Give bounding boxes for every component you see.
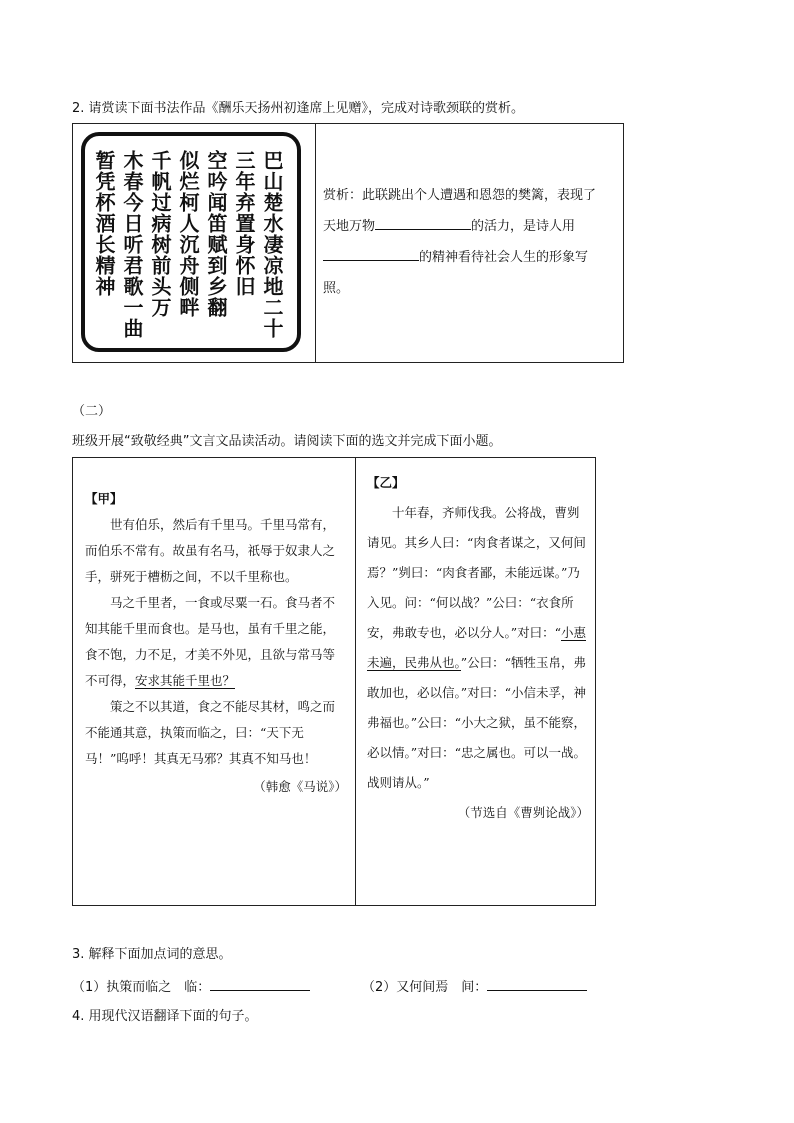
appreciation-part-1: 此联跳出个人遭遇和恩怨的樊篱，表现了天地万物 (323, 188, 597, 234)
table-divider (355, 458, 356, 905)
passage-jia-source: （韩愈《马说》） (253, 779, 347, 794)
section-intro: 班级开展“致敬经典”文言文品读活动。请阅读下面的选文并完成下面小题。 (72, 434, 502, 449)
calligraphy-column: 似烂柯人沉舟侧畔 (176, 150, 200, 318)
answer-blank-jian[interactable] (487, 976, 587, 991)
calligraphy-column: 三年弃置身怀旧 (232, 150, 256, 297)
section-heading: （二） (72, 404, 112, 419)
question-3-item-1 (72, 976, 310, 997)
calligraphy-column: 暂凭杯酒长精神 (92, 150, 116, 297)
calligraphy-table (72, 123, 624, 363)
answer-blank-lin[interactable] (210, 976, 310, 991)
passage-yi-paragraph (367, 498, 589, 798)
calligraphy-column: 木春今日听君歌一曲 (120, 150, 144, 339)
question-4-prompt: 4. 用现代汉语翻译下面的句子。 (72, 1009, 258, 1024)
appreciation-label: 赏析： (323, 188, 363, 203)
answer-blank-2[interactable] (323, 246, 419, 261)
paragraph-text: 马之千里者，一食或尽粟一石。食马者不知其能千里而食也。是马也，虽有千里之能，食不饱，力不足，才美不外见，且欲与常马等不可得， (85, 595, 336, 688)
calligraphy-artwork (81, 132, 301, 352)
passage-jia-paragraph-2 (85, 590, 347, 694)
underlined-sentence: 小惠未遍，民弗从也。 (367, 625, 587, 670)
passage-jia-paragraph-3: 策之不以其道，食之不能尽其材，鸣之而不能通其意，执策而临之，曰：“天下无马！”呜呼！其真无马邪？其真不知马也！ (85, 699, 336, 766)
table-divider (315, 124, 316, 362)
question-3-prompt: 3. 解释下面加点词的意思。 (72, 947, 232, 962)
paragraph-text: 十年春，齐师伐我。公将战，曹刿请见。其乡人曰：“肉食者谋之，又何间焉？”刿曰：“肉食者鄙，未能远谋。”乃入见。问：“何以战？”公曰：“衣食所安，弗敢专也，必以分人。”对曰：“ (367, 505, 586, 640)
paragraph-text: ”公曰：“牺牲玉帛，弗敢加也，必以信。”对曰：“小信未孚，神弗福也。”公曰：“小大之狱，虽不能察，必以情。”对曰：“忠之属也。可以一战。战则请从。” (367, 655, 587, 790)
appreciation-part-2: 的活力，是诗人用 (471, 219, 576, 234)
question-2-prompt: 2. 请赏读下面书法作品《酬乐天扬州初逢席上见赠》，完成对诗歌颈联的赏析。 (72, 101, 525, 116)
passage-yi-label: 【乙】 (367, 475, 405, 490)
passage-jia-paragraph-1: 世有伯乐，然后有千里马。千里马常有，而伯乐不常有。故虽有名马，祇辱于奴隶人之手，骈死于槽枥之间，不以千里称也。 (85, 517, 336, 584)
question-3-item-2 (362, 976, 587, 997)
calligraphy-column: 千帆过病树前头万 (148, 150, 172, 318)
passage-yi-source: （节选自《曹刿论战》） (457, 805, 589, 820)
item-text: （1）执策而临之 临： (72, 980, 211, 995)
passage-jia (85, 486, 347, 800)
appreciation-text (323, 180, 603, 304)
item-text: （2）又何间焉 间： (362, 980, 488, 995)
passage-yi (367, 468, 589, 828)
calligraphy-column: 空吟闻笛赋到乡翻 (204, 150, 228, 318)
appreciation-part-3: 的精神看待社会人生的形象写照。 (323, 250, 589, 296)
answer-blank-1[interactable] (375, 215, 471, 230)
passage-jia-label: 【甲】 (85, 491, 123, 506)
underlined-sentence: 安求其能千里也？ (135, 673, 236, 688)
calligraphy-column: 巴山楚水凄凉地二十 (260, 150, 284, 339)
passage-table (72, 457, 596, 906)
